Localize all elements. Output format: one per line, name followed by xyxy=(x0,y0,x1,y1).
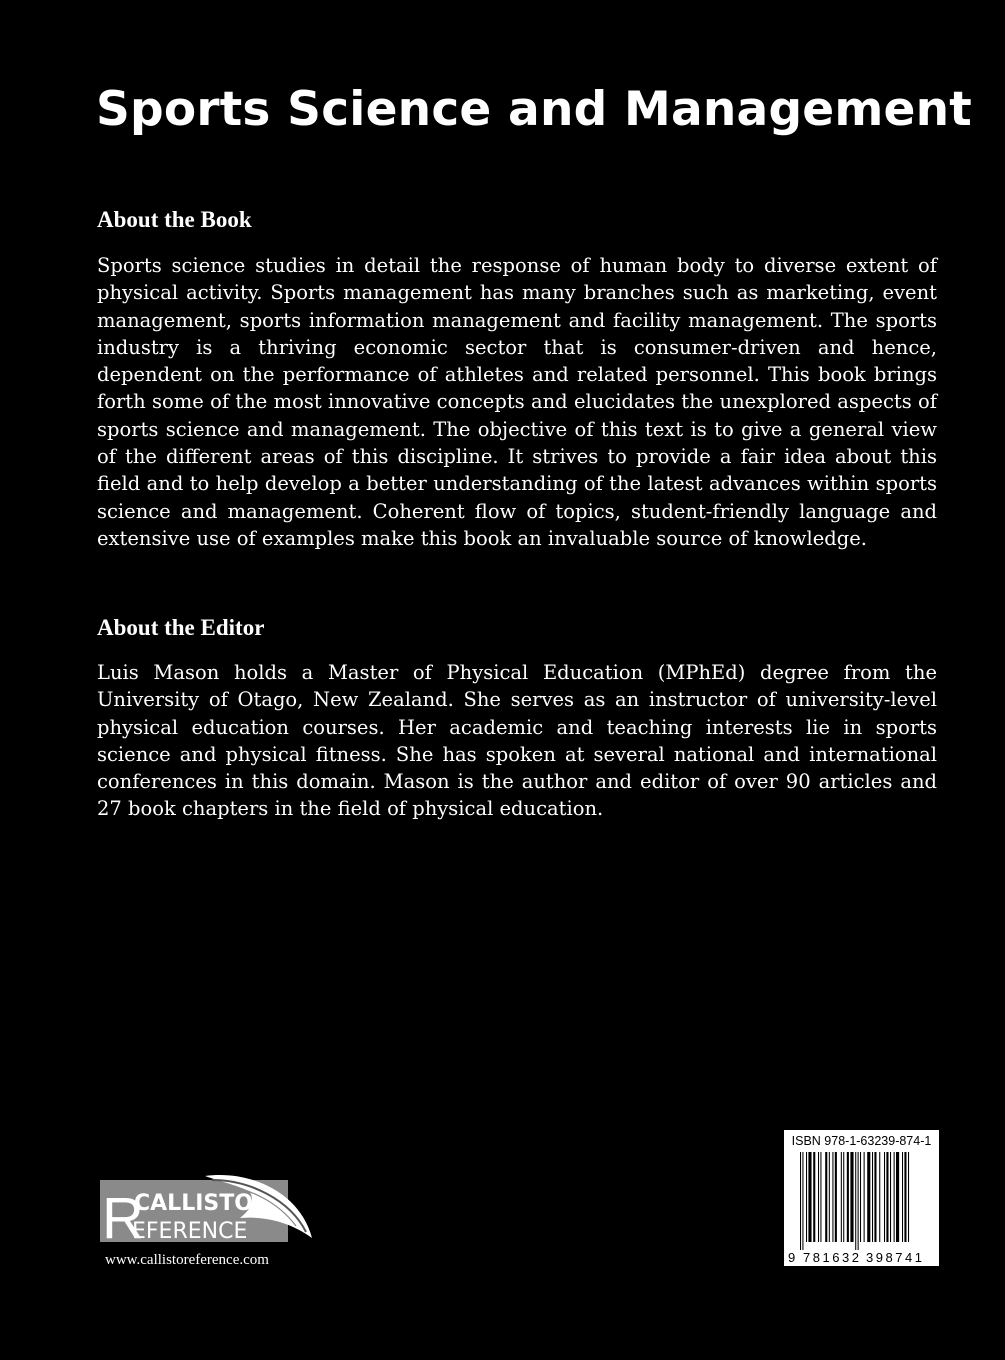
about-editor-text: Luis Mason holds a Master of Physical Education (MPhEd) degree from the University of Otago, New Zealand. She serves as an instructor of university-level physical education courses. Her academic and teaching interests lie in sports science and physical fitness. She has spoken at several national and international conferences in this domain. Mason is the author and editor of over 90 articles and 27 book chapters in the field of physical education. xyxy=(97,661,937,821)
barcode-bar xyxy=(886,1152,888,1242)
logo-r: R xyxy=(102,1186,144,1250)
barcode-bar xyxy=(813,1152,815,1242)
barcode-bar xyxy=(884,1152,885,1242)
barcode-bar xyxy=(858,1152,859,1250)
barcode-bar xyxy=(864,1152,865,1242)
logo-callisto: CALLISTO xyxy=(134,1191,253,1216)
about-editor-heading: About the Editor xyxy=(97,615,265,640)
barcode-digits-left: 781632 xyxy=(803,1250,859,1265)
barcode-bar xyxy=(879,1152,880,1242)
barcode-bar xyxy=(806,1152,807,1242)
barcode-bar xyxy=(829,1152,830,1242)
about-book-text: Sports science studies in detail the response of human body to diverse extent of physical activity. Sports management has many branches such as marketing, event management, sports information management and facility management. The sports industry is a thriving economic sector that is consumer-driven and hence, dependent on the performance of athletes and related personnel. This book brings forth some of the most innovative concepts and elucidates the unexplored aspects of sports science and management. The objective of this text is to give a general view of the different areas of this discipline. It strives to provide a fair idea about this field and to help develop a better understanding of the latest advances within sports science and management. Coherent flow of topics, student-friendly language and extensive use of examples make this book an invaluable source of knowledge. xyxy=(97,254,937,550)
about-book-heading: About the Book xyxy=(97,207,252,232)
barcode-bar xyxy=(847,1152,849,1242)
logo-eference: EFERENCE xyxy=(132,1219,248,1244)
publisher-logo xyxy=(100,1172,315,1250)
barcode-bar xyxy=(908,1152,909,1242)
barcode-bar xyxy=(843,1152,844,1242)
isbn-barcode xyxy=(784,1130,939,1266)
barcode-bar xyxy=(890,1152,891,1242)
barcode-bar xyxy=(894,1152,895,1242)
barcode-bar xyxy=(818,1152,819,1242)
barcode-bar xyxy=(902,1152,903,1242)
barcode-bar xyxy=(860,1152,861,1242)
barcode-bars xyxy=(784,1150,939,1266)
publisher-url: www.callistoreference.com xyxy=(105,1252,269,1268)
barcode-bar xyxy=(825,1152,827,1242)
barcode-bar xyxy=(841,1152,842,1242)
barcode-bar xyxy=(872,1152,873,1242)
barcode-bar xyxy=(802,1152,803,1250)
barcode-bar xyxy=(808,1152,811,1242)
barcode-digit-first: 9 xyxy=(788,1250,796,1265)
barcode-bar xyxy=(855,1152,856,1250)
barcode-bar xyxy=(867,1152,870,1242)
barcode-bar xyxy=(800,1152,801,1250)
isbn-label: ISBN 978-1-63239-874-1 xyxy=(791,1134,932,1148)
barcode-bar xyxy=(874,1152,876,1242)
barcode-bar xyxy=(820,1152,821,1242)
barcode-bar xyxy=(850,1152,853,1242)
barcode-bar xyxy=(835,1152,837,1242)
barcode-bar xyxy=(832,1152,833,1242)
barcode-bar xyxy=(896,1152,899,1242)
barcode-bar xyxy=(904,1152,906,1242)
book-title: Sports Science and Management xyxy=(96,82,972,137)
barcode-digits-right: 398741 xyxy=(866,1250,922,1265)
